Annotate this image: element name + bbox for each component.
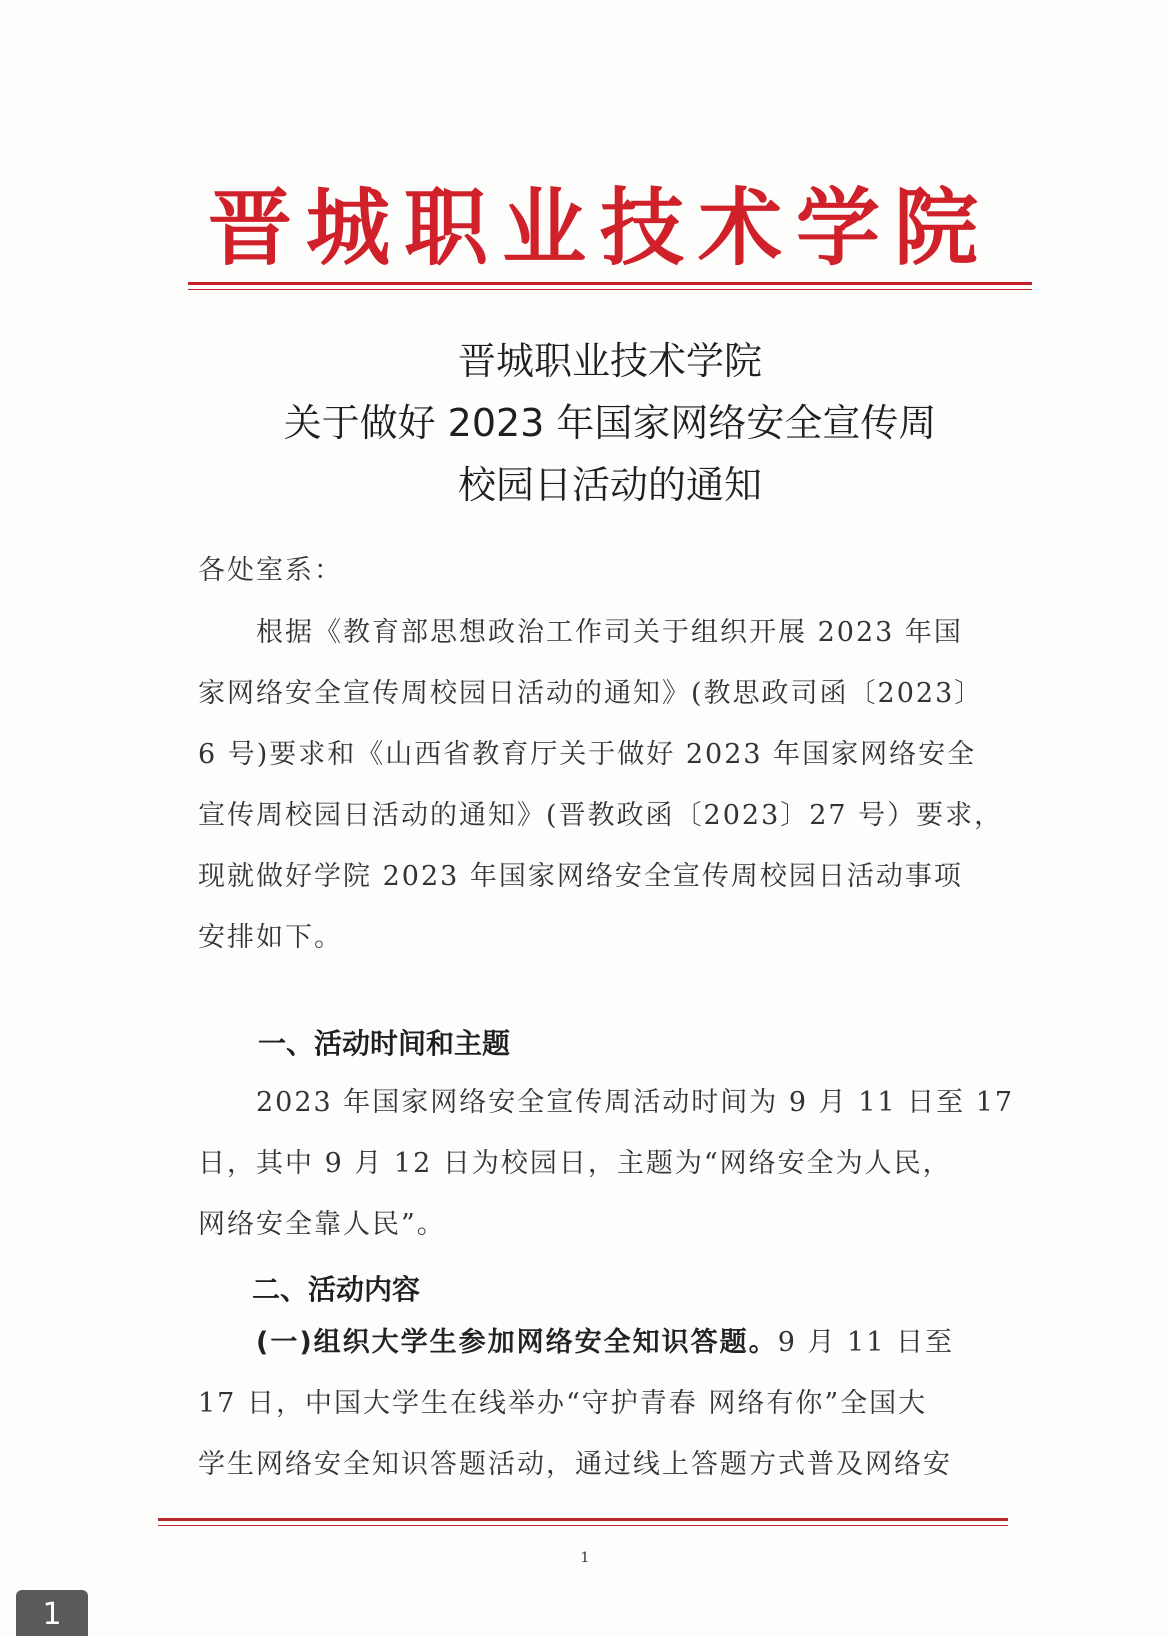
paragraph-1-line: 现就做好学院 2023 年国家网络安全宣传周校园日活动事项 xyxy=(198,861,963,892)
footer-red-rule-thin xyxy=(158,1525,1008,1526)
paragraph-1-line: 宣传周校园日活动的通知》(晋教政函〔2023〕27 号）要求， xyxy=(198,800,1004,831)
section-1-line: 网络安全靠人民”。 xyxy=(198,1209,446,1240)
section-1-line: 2023 年国家网络安全宣传周活动时间为 9 月 11 日至 17 xyxy=(198,1087,1015,1118)
section-1-line: 日，其中 9 月 12 日为校园日，主题为“网络安全为人民， xyxy=(198,1148,952,1179)
section-2-item-1-line: 学生网络安全知识答题活动，通过线上答题方式普及网络安 xyxy=(198,1449,952,1480)
letterhead-red-rule-thin xyxy=(188,289,1032,290)
paragraph-1-line: 根据《教育部思想政治工作司关于组织开展 2023 年国 xyxy=(198,617,963,648)
paragraph-1-line: 安排如下。 xyxy=(198,922,343,953)
section-2-item-1-line: 17 日，中国大学生在线举办“守护青春 网络有你”全国大 xyxy=(198,1388,928,1419)
document-title xyxy=(200,330,1020,516)
letterhead-org-name: 晋城职业技术学院 xyxy=(207,178,992,277)
section-1-text xyxy=(198,1072,1015,1255)
page-indicator-badge[interactable]: 1 xyxy=(16,1590,88,1636)
title-line-1: 晋城职业技术学院 xyxy=(457,339,762,383)
page-number: 1 xyxy=(580,1550,590,1566)
paragraph-1-line: 6 号)要求和《山西省教育厅关于做好 2023 年国家网络安全 xyxy=(198,739,977,770)
section-2-item-1-first-line-rest: 9 月 11 日至 xyxy=(777,1327,954,1358)
salutation: 各处室系： xyxy=(198,555,343,586)
footer-red-rule xyxy=(158,1518,1008,1521)
section-2-item-1-bold-title: (一)组织大学生参加网络安全知识答题。 xyxy=(256,1327,778,1358)
paragraph-1 xyxy=(198,602,1006,968)
section-2-item-1 xyxy=(198,1312,1006,1495)
letterhead-red-rule xyxy=(188,282,1032,285)
section-1-heading: 一、活动时间和主题 xyxy=(258,1027,511,1060)
paragraph-1-line: 家网络安全宣传周校园日活动的通知》(教思政司函〔2023〕 xyxy=(198,678,984,709)
section-2-item-1-first-line xyxy=(198,1312,1006,1373)
section-2-heading: 二、活动内容 xyxy=(252,1273,421,1306)
title-line-3: 校园日活动的通知 xyxy=(457,463,762,507)
title-line-2: 关于做好 2023 年国家网络安全宣传周 xyxy=(283,401,937,445)
